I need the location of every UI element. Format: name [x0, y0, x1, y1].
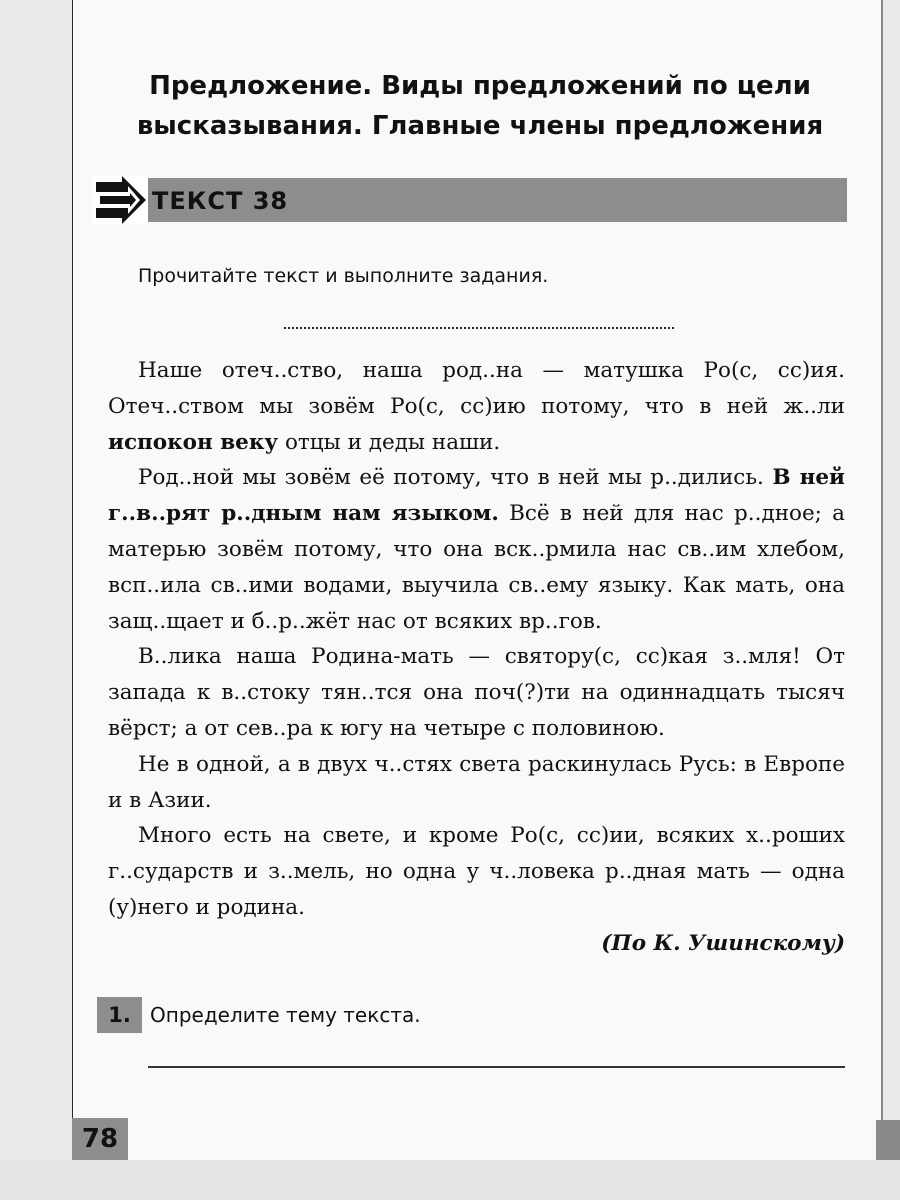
left-margin	[0, 0, 72, 1200]
answer-line[interactable]	[148, 1066, 845, 1068]
task-text: Определите тему текста.	[150, 1003, 421, 1027]
section-label: ТЕКСТ 38	[152, 187, 289, 215]
paragraph-1-text-a: Наше отеч..ство, наша род..на — матушка Ро(с, сс)ия. Отеч..ством мы зовём Ро(с, сс)ию потому, что в ней ж..ли	[108, 358, 845, 419]
instruction-text: Прочитайте текст и выполните задания.	[138, 265, 549, 287]
paragraph-1-bold: испокон веку	[108, 429, 279, 455]
page-title: Предложение. Виды предложений по цели высказывания. Главные члены предложения	[136, 71, 824, 141]
paragraph-2-text-a: Род..ной мы зовём её потому, что в ней мы р..дились.	[138, 465, 773, 491]
right-margin	[880, 0, 900, 1200]
paragraph-3: В..лика наша Родина-мать — святору(с, сс)кая з..мля! От запада к в..стоку тян..тся она поч(?)ти на одиннадцать тысяч вёрст; а от сев..ра к югу на четыре с половиною.	[108, 644, 845, 741]
paragraph-5: Много есть на свете, и кроме Ро(с, сс)ии, всяких х..роших г..сударств и з..мель, но одна у ч..ловека р..дная мать — одна (у)него и родина.	[108, 823, 845, 920]
bottom-margin	[0, 1160, 900, 1200]
task-number: 1.	[97, 997, 142, 1033]
arrow-right-icon	[92, 176, 148, 224]
paragraph-2-bold: В ней г..в..рят р..дным нам языком.	[108, 465, 845, 527]
page-edge-tab	[876, 1120, 900, 1160]
text-attribution: (По К. Ушинскому)	[601, 930, 845, 956]
paragraph-2	[108, 460, 845, 639]
paragraph-4: Не в одной, а в двух ч..стях света раскинулась Русь: в Европе и в Азии.	[108, 751, 845, 813]
paragraph-1-text-b: отцы и деды наши.	[278, 429, 501, 455]
reading-text	[108, 353, 845, 962]
dotted-divider	[284, 327, 674, 329]
paragraph-1	[108, 353, 845, 460]
page-number: 78	[72, 1118, 128, 1160]
paragraph-2-text-b: Всё в ней для нас р..дное; а матерью зовём потому, что она вск..рмила нас св..им хлебом, всп..ила св..ими водами, выучила св..ему языку. Как мать, она защ..щает и б..р..жёт нас от всяких вр..гов.	[108, 501, 845, 634]
